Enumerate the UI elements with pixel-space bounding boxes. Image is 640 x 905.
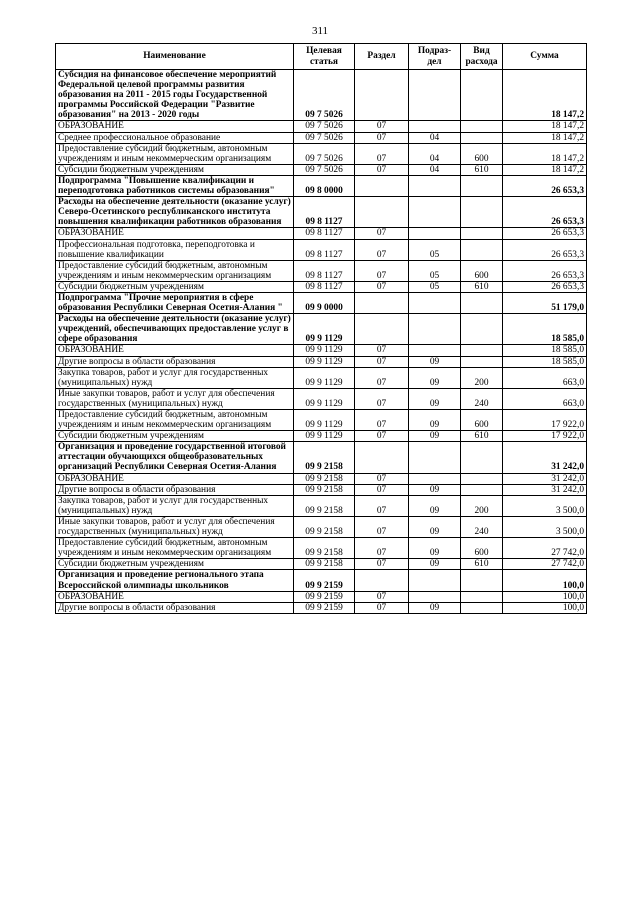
cell-target: 09 9 1129 <box>294 367 355 388</box>
cell-expense-type <box>461 602 503 613</box>
cell-target: 09 9 0000 <box>294 292 355 313</box>
cell-expense-type <box>461 356 503 367</box>
cell-subsection <box>409 314 461 345</box>
cell-section: 07 <box>355 356 409 367</box>
cell-section: 07 <box>355 559 409 570</box>
cell-subsection: 04 <box>409 164 461 175</box>
cell-section <box>355 314 409 345</box>
cell-section: 07 <box>355 516 409 537</box>
cell-target: 09 9 1129 <box>294 314 355 345</box>
cell-expense-type: 600 <box>461 143 503 164</box>
cell-expense-type <box>461 197 503 228</box>
cell-section: 07 <box>355 345 409 356</box>
table-row <box>56 410 587 431</box>
cell-target: 09 9 2158 <box>294 495 355 516</box>
cell-subsection: 09 <box>409 484 461 495</box>
cell-name: Предоставление субсидий бюджетным, автономным учреждениям и иным некоммерческим организациям <box>56 143 294 164</box>
cell-name: Субсидии бюджетным учреждениям <box>56 559 294 570</box>
cell-section: 07 <box>355 121 409 132</box>
cell-target: 09 9 1129 <box>294 356 355 367</box>
cell-amount: 26 653,3 <box>503 281 587 292</box>
cell-amount: 26 653,3 <box>503 175 587 196</box>
cell-subsection <box>409 228 461 239</box>
cell-expense-type: 600 <box>461 410 503 431</box>
cell-name: Иные закупки товаров, работ и услуг для обеспечения государственных (муниципальных) нужд <box>56 516 294 537</box>
cell-subsection <box>409 442 461 473</box>
table-row <box>56 314 587 345</box>
cell-name: ОБРАЗОВАНИЕ <box>56 228 294 239</box>
cell-subsection: 09 <box>409 495 461 516</box>
cell-subsection: 09 <box>409 388 461 409</box>
cell-name: Субсидии бюджетным учреждениям <box>56 281 294 292</box>
cell-name: Профессиональная подготовка, переподготовка и повышение квалификации <box>56 239 294 260</box>
cell-target: 09 9 2159 <box>294 570 355 591</box>
cell-amount: 31 242,0 <box>503 442 587 473</box>
cell-name: Организация и проведение регионального этапа Всероссийской олимпиады школьников <box>56 570 294 591</box>
cell-subsection <box>409 121 461 132</box>
cell-amount: 27 742,0 <box>503 559 587 570</box>
table-row <box>56 516 587 537</box>
cell-expense-type <box>461 132 503 143</box>
cell-expense-type <box>461 484 503 495</box>
table-row <box>56 175 587 196</box>
cell-subsection: 09 <box>409 602 461 613</box>
table-row <box>56 495 587 516</box>
cell-amount: 100,0 <box>503 602 587 613</box>
table-row <box>56 143 587 164</box>
cell-subsection: 05 <box>409 239 461 260</box>
cell-amount: 26 653,3 <box>503 228 587 239</box>
cell-amount: 18 147,2 <box>503 121 587 132</box>
table-row <box>56 228 587 239</box>
cell-expense-type: 610 <box>461 281 503 292</box>
table-row <box>56 431 587 442</box>
table-row <box>56 260 587 281</box>
cell-name: Иные закупки товаров, работ и услуг для обеспечения государственных (муниципальных) нужд <box>56 388 294 409</box>
table-row <box>56 559 587 570</box>
cell-amount: 26 653,3 <box>503 197 587 228</box>
cell-amount: 663,0 <box>503 388 587 409</box>
cell-name: ОБРАЗОВАНИЕ <box>56 591 294 602</box>
header-amount: Сумма <box>503 44 587 70</box>
table-row <box>56 281 587 292</box>
cell-subsection <box>409 292 461 313</box>
cell-section <box>355 175 409 196</box>
cell-section: 07 <box>355 431 409 442</box>
cell-name: Предоставление субсидий бюджетным, автономным учреждениям и иным некоммерческим организациям <box>56 410 294 431</box>
cell-section <box>355 197 409 228</box>
table-row <box>56 388 587 409</box>
cell-subsection: 09 <box>409 516 461 537</box>
cell-expense-type <box>461 314 503 345</box>
cell-section: 07 <box>355 239 409 260</box>
cell-section: 07 <box>355 388 409 409</box>
table-row <box>56 70 587 121</box>
cell-amount: 18 147,2 <box>503 143 587 164</box>
cell-target: 09 9 2158 <box>294 442 355 473</box>
cell-target: 09 8 1127 <box>294 260 355 281</box>
cell-expense-type: 610 <box>461 164 503 175</box>
cell-amount: 100,0 <box>503 570 587 591</box>
header-expense-type: Вид расхода <box>461 44 503 70</box>
cell-subsection: 09 <box>409 559 461 570</box>
cell-amount: 18 585,0 <box>503 345 587 356</box>
cell-expense-type: 200 <box>461 495 503 516</box>
cell-subsection: 09 <box>409 410 461 431</box>
header-subsection: Подраз-дел <box>409 44 461 70</box>
table-row <box>56 121 587 132</box>
cell-subsection: 05 <box>409 281 461 292</box>
table-row <box>56 484 587 495</box>
cell-name: Среднее профессиональное образование <box>56 132 294 143</box>
cell-amount: 18 147,2 <box>503 132 587 143</box>
cell-target: 09 9 1129 <box>294 345 355 356</box>
cell-target: 09 9 1129 <box>294 388 355 409</box>
cell-name: ОБРАЗОВАНИЕ <box>56 345 294 356</box>
cell-expense-type <box>461 175 503 196</box>
cell-subsection <box>409 345 461 356</box>
cell-target: 09 9 2159 <box>294 591 355 602</box>
cell-name: Закупка товаров, работ и услуг для государственных (муниципальных) нужд <box>56 367 294 388</box>
header-section: Раздел <box>355 44 409 70</box>
cell-target: 09 7 5026 <box>294 132 355 143</box>
table-row <box>56 356 587 367</box>
cell-expense-type <box>461 121 503 132</box>
cell-target: 09 7 5026 <box>294 121 355 132</box>
cell-subsection <box>409 197 461 228</box>
cell-amount: 27 742,0 <box>503 538 587 559</box>
cell-amount: 3 500,0 <box>503 495 587 516</box>
cell-subsection: 05 <box>409 260 461 281</box>
cell-section: 07 <box>355 484 409 495</box>
header-target: Целевая статья <box>294 44 355 70</box>
cell-section: 07 <box>355 260 409 281</box>
cell-subsection: 09 <box>409 356 461 367</box>
cell-amount: 18 585,0 <box>503 356 587 367</box>
cell-subsection: 04 <box>409 143 461 164</box>
cell-section: 07 <box>355 143 409 164</box>
table-row <box>56 591 587 602</box>
cell-section: 07 <box>355 228 409 239</box>
cell-section: 07 <box>355 591 409 602</box>
cell-target: 09 8 1127 <box>294 281 355 292</box>
cell-amount: 100,0 <box>503 591 587 602</box>
cell-name: Другие вопросы в области образования <box>56 356 294 367</box>
cell-section: 07 <box>355 132 409 143</box>
cell-section <box>355 570 409 591</box>
cell-expense-type: 610 <box>461 431 503 442</box>
table-row <box>56 164 587 175</box>
table-row <box>56 442 587 473</box>
cell-expense-type: 240 <box>461 516 503 537</box>
cell-subsection: 09 <box>409 367 461 388</box>
cell-expense-type <box>461 473 503 484</box>
cell-name: Расходы на обеспечение деятельности (оказание услуг) Северо-Осетинского республиканского института повышения квалификации работников образования <box>56 197 294 228</box>
cell-amount: 26 653,3 <box>503 239 587 260</box>
cell-expense-type <box>461 70 503 121</box>
cell-target: 09 9 2158 <box>294 538 355 559</box>
cell-target: 09 8 1127 <box>294 197 355 228</box>
cell-amount: 51 179,0 <box>503 292 587 313</box>
cell-target: 09 8 1127 <box>294 239 355 260</box>
table-row <box>56 602 587 613</box>
cell-expense-type <box>461 570 503 591</box>
table-row <box>56 367 587 388</box>
table-row <box>56 292 587 313</box>
cell-expense-type: 610 <box>461 559 503 570</box>
cell-expense-type: 600 <box>461 538 503 559</box>
cell-subsection: 09 <box>409 431 461 442</box>
cell-expense-type: 200 <box>461 367 503 388</box>
cell-section: 07 <box>355 495 409 516</box>
cell-name: Субсидии бюджетным учреждениям <box>56 164 294 175</box>
cell-expense-type <box>461 345 503 356</box>
cell-section <box>355 70 409 121</box>
cell-name: Субсидии бюджетным учреждениям <box>56 431 294 442</box>
cell-amount: 3 500,0 <box>503 516 587 537</box>
cell-target: 09 7 5026 <box>294 70 355 121</box>
table-row <box>56 132 587 143</box>
cell-section <box>355 292 409 313</box>
cell-name: Закупка товаров, работ и услуг для государственных (муниципальных) нужд <box>56 495 294 516</box>
cell-section: 07 <box>355 281 409 292</box>
cell-name: Расходы на обеспечение деятельности (оказание услуг) учреждений, обеспечивающих предоставление услуг в сфере образования <box>56 314 294 345</box>
cell-name: Предоставление субсидий бюджетным, автономным учреждениям и иным некоммерческим организациям <box>56 538 294 559</box>
cell-amount: 31 242,0 <box>503 473 587 484</box>
cell-expense-type: 600 <box>461 260 503 281</box>
cell-expense-type <box>461 228 503 239</box>
cell-amount: 18 147,2 <box>503 164 587 175</box>
table-row <box>56 570 587 591</box>
cell-amount: 17 922,0 <box>503 431 587 442</box>
table-row <box>56 345 587 356</box>
cell-amount: 18 147,2 <box>503 70 587 121</box>
cell-subsection: 09 <box>409 538 461 559</box>
cell-name: Организация и проведение государственной итоговой аттестации обучающихся общеобразовательных организаций Республики Северная Осетия-Алания <box>56 442 294 473</box>
cell-name: ОБРАЗОВАНИЕ <box>56 121 294 132</box>
cell-target: 09 9 2159 <box>294 602 355 613</box>
cell-section: 07 <box>355 538 409 559</box>
table-header-row <box>56 44 587 70</box>
table-row <box>56 473 587 484</box>
cell-subsection: 04 <box>409 132 461 143</box>
cell-section: 07 <box>355 410 409 431</box>
cell-expense-type <box>461 292 503 313</box>
table-row <box>56 197 587 228</box>
cell-amount: 663,0 <box>503 367 587 388</box>
table-row <box>56 239 587 260</box>
cell-subsection <box>409 70 461 121</box>
cell-target: 09 8 1127 <box>294 228 355 239</box>
cell-target: 09 9 2158 <box>294 484 355 495</box>
cell-amount: 26 653,3 <box>503 260 587 281</box>
cell-subsection <box>409 570 461 591</box>
cell-target: 09 9 1129 <box>294 410 355 431</box>
cell-target: 09 7 5026 <box>294 143 355 164</box>
cell-name: ОБРАЗОВАНИЕ <box>56 473 294 484</box>
table-body <box>56 70 587 614</box>
cell-target: 09 9 2158 <box>294 473 355 484</box>
cell-name: Предоставление субсидий бюджетным, автономным учреждениям и иным некоммерческим организациям <box>56 260 294 281</box>
cell-section <box>355 442 409 473</box>
cell-expense-type <box>461 239 503 260</box>
cell-section: 07 <box>355 164 409 175</box>
header-name: Наименование <box>56 44 294 70</box>
cell-target: 09 9 2158 <box>294 516 355 537</box>
page-number: 311 <box>311 25 329 37</box>
cell-expense-type <box>461 442 503 473</box>
cell-target: 09 8 0000 <box>294 175 355 196</box>
cell-name: Субсидия на финансовое обеспечение мероприятий Федеральной целевой программы развития образования на 2011 - 2015 годы Государственной программы Российской Федерации "Развитие образования" на 2013 - 2020 годы <box>56 70 294 121</box>
cell-target: 09 9 1129 <box>294 431 355 442</box>
cell-section: 07 <box>355 473 409 484</box>
cell-section: 07 <box>355 602 409 613</box>
cell-expense-type <box>461 591 503 602</box>
cell-name: Подпрограмма "Повышение квалификации и переподготовка работников системы образования" <box>56 175 294 196</box>
cell-name: Подпрограмма "Прочие мероприятия в сфере образования Республики Северная Осетия-Алания " <box>56 292 294 313</box>
budget-table <box>55 43 587 614</box>
cell-subsection <box>409 175 461 196</box>
cell-amount: 18 585,0 <box>503 314 587 345</box>
cell-subsection <box>409 473 461 484</box>
cell-target: 09 7 5026 <box>294 164 355 175</box>
cell-expense-type: 240 <box>461 388 503 409</box>
cell-name: Другие вопросы в области образования <box>56 602 294 613</box>
cell-target: 09 9 2158 <box>294 559 355 570</box>
cell-section: 07 <box>355 367 409 388</box>
cell-amount: 17 922,0 <box>503 410 587 431</box>
table-row <box>56 538 587 559</box>
cell-subsection <box>409 591 461 602</box>
cell-amount: 31 242,0 <box>503 484 587 495</box>
cell-name: Другие вопросы в области образования <box>56 484 294 495</box>
